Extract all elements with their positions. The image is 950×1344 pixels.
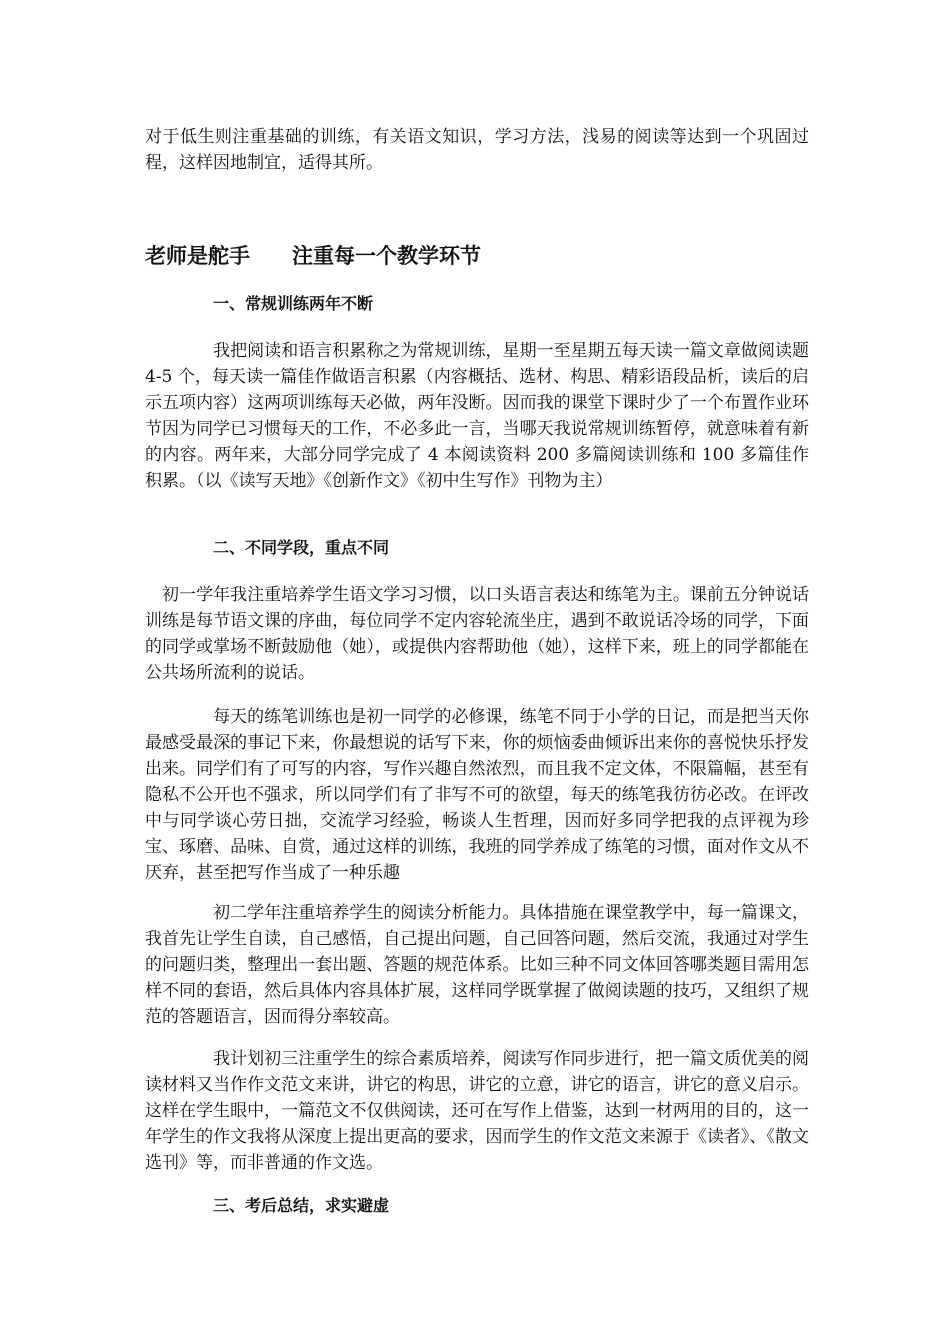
paragraph-daily-writing: 每天的练笔训练也是初一同学的必修课，练笔不同于小学的日记，而是把当天你最感受最深的事记下来，你最想说的话写下来，你的烦恼委曲倾诉出来你的喜悦快乐抒发出来。同学们有了可写的内容，写作兴趣自然浓烈，而且我不定文体，不限篇幅，甚至有隐私不公开也不强求，所以同学们有了非写不可的欲望，每天的练笔我彷彷必改。在评改中与同学谈心劳日拙，交流学习经验，畅谈人生哲理，因而好多同学把我的点评视为珍宝、琢磨、品味、自赏，通过这样的训练，我班的同学养成了练笔的习惯，面对作文从不厌弃，甚至把写作当成了一种乐趣: [145, 707, 809, 883]
paragraph-grade-two-reading: 初二学年注重培养学生的阅读分析能力。具体措施在课堂教学中，每一篇课文，我首先让学生自读，自己感悟，自己提出问题，自己回答问题，然后交流，我通过对学生的问题归类，整理出一套出题、答题的规范体系。比如三种不同文体回答哪类题目需用怎样不同的套语，然后具体内容具体扩展，这样同学既掌握了做阅读题的技巧，又组织了规范的答题语言，因而得分率较高。: [145, 903, 809, 1027]
subsection-title-exam-summary: 三、考后总结，求实避虚: [213, 1196, 390, 1215]
paragraph-grade-one-habits: 初一学年我注重培养学生语文学习习惯，以口头语言表达和练笔为主。课前五分钟说话训练是每节语文课的序曲，每位同学不定内容轮流坐庄，遇到不敢说话冷场的同学，下面的同学或掌场不断鼓励他（她），或提供内容帮助他（她），这样下来，班上的同学都能在公共场所流利的说话。: [145, 585, 809, 683]
intro-paragraph: 对于低生则注重基础的训练，有关语文知识，学习方法，浅易的阅读等达到一个巩固过程，这样因地制宜，适得其所。: [145, 127, 809, 173]
paragraph-routine-training: 我把阅读和语言积累称之为常规训练，星期一至星期五每天读一篇文章做阅读题 4-5 个，每天读一篇佳作做语言积累（内容概括、选材、构思、精彩语段品析，读后的启示五项内容）这两项训练每天必做，两年没断。因而我的课堂下课时少了一个布置作业环节因为同学已习惯每天的工作，不必多此一言，当哪天我说常规训练暂停，就意味着有新的内容。两年来，大部分同学完成了 4 本阅读资料 200 多篇阅读训练和 100 多篇佳作积累。（以《读写天地》《创新作文》《初中生写作》刊物为主）: [145, 341, 809, 491]
subsection-title-routine-training: 一、常规训练两年不断: [213, 294, 374, 313]
subsection-title-different-stages: 二、不同学段，重点不同: [213, 538, 390, 557]
section-heading: 老师是舵手 注重每一个教学环节: [145, 244, 481, 268]
paragraph-grade-three-plan: 我计划初三注重学生的综合素质培养，阅读写作同步进行，把一篇文质优美的阅读材料又当作作文范文来讲，讲它的构思，讲它的立意，讲它的语言，讲它的意义启示。这样在学生眼中，一篇范文不仅供阅读，还可在写作上借鉴，达到一材两用的目的，这一年学生的作文我将从深度上提出更高的要求，因而学生的作文范文来源于《读者》、《散文选刊》等，而非普通的作文选。: [145, 1049, 809, 1173]
